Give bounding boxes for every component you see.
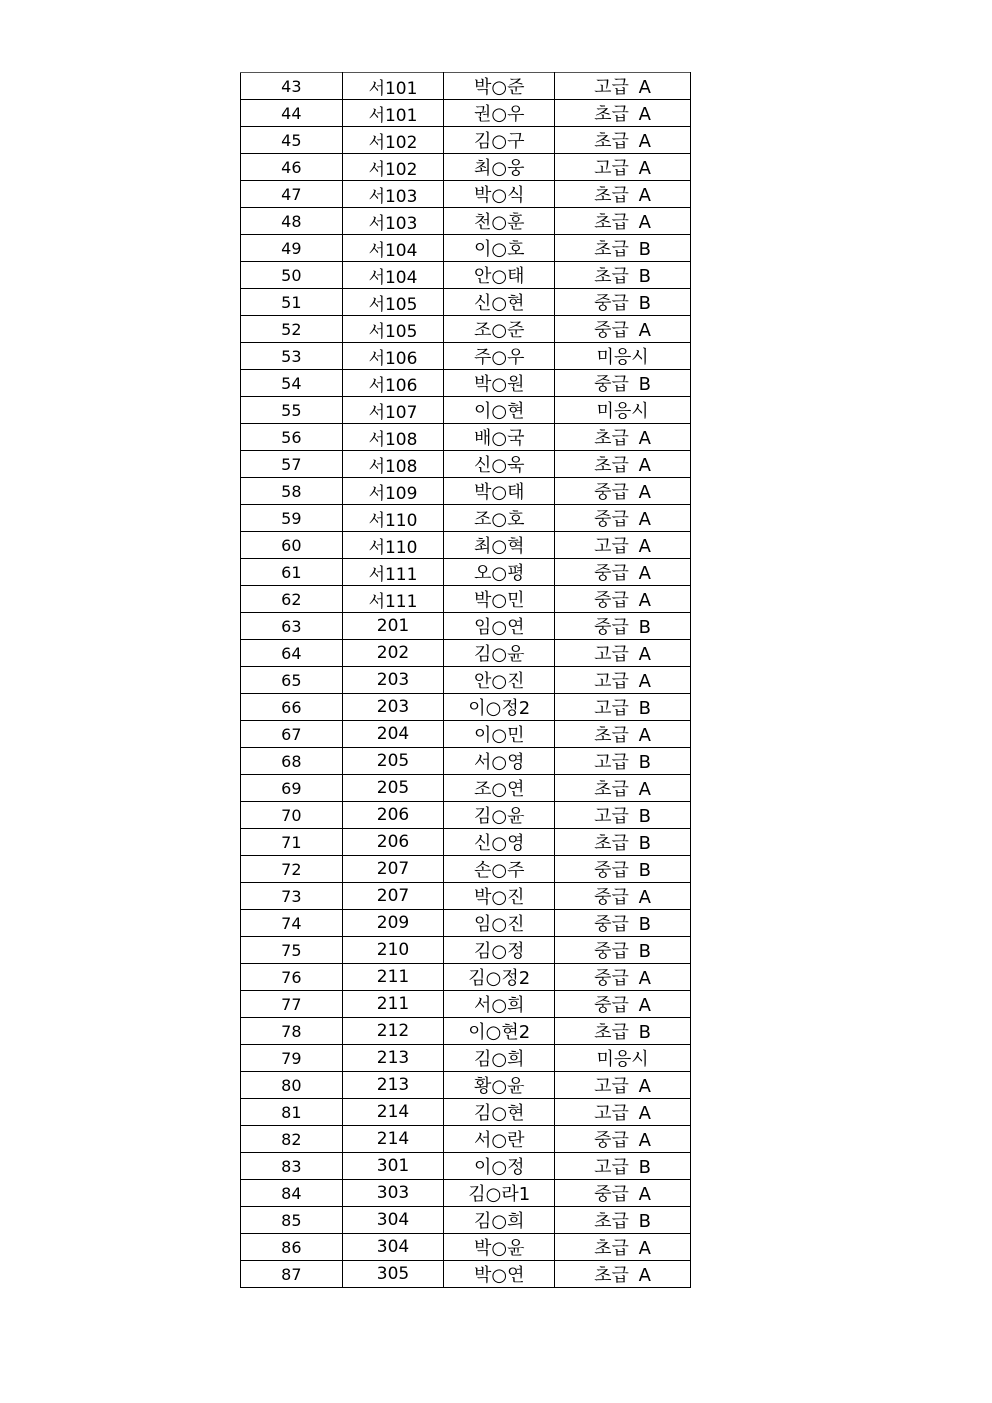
student-name-cell: 김○정 [444, 937, 555, 964]
student-name-cell: 박○준 [444, 73, 555, 100]
table-row [241, 802, 691, 829]
row-number-cell: 71 [241, 829, 343, 856]
student-name-cell: 박○진 [444, 883, 555, 910]
grade-level-cell: 중급 B [555, 937, 691, 964]
room-cell: 서103 [342, 208, 444, 235]
table-row [241, 586, 691, 613]
table-row [241, 694, 691, 721]
roster-sheet [240, 72, 691, 1288]
table-row [241, 1072, 691, 1099]
student-name-cell: 김○정2 [444, 964, 555, 991]
student-name-cell: 안○태 [444, 262, 555, 289]
table-row [241, 883, 691, 910]
student-name-cell: 김○희 [444, 1207, 555, 1234]
table-row [241, 154, 691, 181]
row-number-cell: 61 [241, 559, 343, 586]
student-name-cell: 임○연 [444, 613, 555, 640]
student-name-cell: 천○훈 [444, 208, 555, 235]
room-cell: 서110 [342, 505, 444, 532]
room-cell: 213 [342, 1045, 444, 1072]
row-number-cell: 43 [241, 73, 343, 100]
table-row [241, 1045, 691, 1072]
grade-level-cell: 고급 B [555, 802, 691, 829]
grade-level-cell: 초급 B [555, 829, 691, 856]
room-cell: 서101 [342, 100, 444, 127]
student-name-cell: 서○란 [444, 1126, 555, 1153]
room-cell: 207 [342, 883, 444, 910]
grade-level-cell: 중급 A [555, 1126, 691, 1153]
student-name-cell: 배○국 [444, 424, 555, 451]
room-cell: 서105 [342, 316, 444, 343]
table-row [241, 775, 691, 802]
row-number-cell: 58 [241, 478, 343, 505]
grade-level-cell: 중급 B [555, 289, 691, 316]
student-name-cell: 손○주 [444, 856, 555, 883]
roster-table [240, 72, 691, 1288]
row-number-cell: 47 [241, 181, 343, 208]
grade-level-cell: 초급 B [555, 1207, 691, 1234]
student-name-cell: 이○현 [444, 397, 555, 424]
student-name-cell: 박○윤 [444, 1234, 555, 1261]
grade-level-cell: 중급 A [555, 505, 691, 532]
room-cell: 205 [342, 748, 444, 775]
student-name-cell: 이○정2 [444, 694, 555, 721]
row-number-cell: 54 [241, 370, 343, 397]
table-row [241, 397, 691, 424]
room-cell: 201 [342, 613, 444, 640]
grade-level-cell: 초급 A [555, 181, 691, 208]
row-number-cell: 65 [241, 667, 343, 694]
row-number-cell: 76 [241, 964, 343, 991]
room-cell: 209 [342, 910, 444, 937]
table-row [241, 127, 691, 154]
student-name-cell: 권○우 [444, 100, 555, 127]
student-name-cell: 박○원 [444, 370, 555, 397]
room-cell: 214 [342, 1126, 444, 1153]
row-number-cell: 52 [241, 316, 343, 343]
table-row [241, 1234, 691, 1261]
table-row [241, 1180, 691, 1207]
room-cell: 303 [342, 1180, 444, 1207]
student-name-cell: 이○호 [444, 235, 555, 262]
room-cell: 204 [342, 721, 444, 748]
room-cell: 305 [342, 1261, 444, 1288]
row-number-cell: 83 [241, 1153, 343, 1180]
student-name-cell: 조○호 [444, 505, 555, 532]
student-name-cell: 김○라1 [444, 1180, 555, 1207]
student-name-cell: 김○윤 [444, 802, 555, 829]
roster-table-body [241, 73, 691, 1288]
row-number-cell: 69 [241, 775, 343, 802]
grade-level-cell: 중급 B [555, 613, 691, 640]
table-row [241, 640, 691, 667]
grade-level-cell: 초급 A [555, 775, 691, 802]
row-number-cell: 53 [241, 343, 343, 370]
grade-level-cell: 초급 A [555, 100, 691, 127]
row-number-cell: 73 [241, 883, 343, 910]
table-row [241, 748, 691, 775]
grade-level-cell: 초급 B [555, 262, 691, 289]
table-row [241, 370, 691, 397]
row-number-cell: 46 [241, 154, 343, 181]
row-number-cell: 70 [241, 802, 343, 829]
row-number-cell: 55 [241, 397, 343, 424]
room-cell: 서111 [342, 586, 444, 613]
row-number-cell: 87 [241, 1261, 343, 1288]
room-cell: 212 [342, 1018, 444, 1045]
row-number-cell: 80 [241, 1072, 343, 1099]
grade-level-cell: 초급 B [555, 235, 691, 262]
grade-level-cell: 고급 A [555, 667, 691, 694]
grade-level-cell: 중급 A [555, 559, 691, 586]
row-number-cell: 44 [241, 100, 343, 127]
table-row [241, 829, 691, 856]
grade-level-cell: 중급 A [555, 316, 691, 343]
room-cell: 서111 [342, 559, 444, 586]
row-number-cell: 77 [241, 991, 343, 1018]
student-name-cell: 신○영 [444, 829, 555, 856]
row-number-cell: 72 [241, 856, 343, 883]
room-cell: 206 [342, 829, 444, 856]
student-name-cell: 김○구 [444, 127, 555, 154]
room-cell: 서102 [342, 127, 444, 154]
row-number-cell: 74 [241, 910, 343, 937]
grade-level-cell: 중급 A [555, 991, 691, 1018]
grade-level-cell: 중급 A [555, 1180, 691, 1207]
student-name-cell: 신○현 [444, 289, 555, 316]
grade-level-cell: 중급 B [555, 370, 691, 397]
grade-level-cell: 중급 A [555, 478, 691, 505]
room-cell: 210 [342, 937, 444, 964]
table-row [241, 532, 691, 559]
student-name-cell: 황○윤 [444, 1072, 555, 1099]
row-number-cell: 68 [241, 748, 343, 775]
student-name-cell: 이○민 [444, 721, 555, 748]
room-cell: 서103 [342, 181, 444, 208]
grade-level-cell: 고급 A [555, 154, 691, 181]
student-name-cell: 서○영 [444, 748, 555, 775]
table-row [241, 1261, 691, 1288]
student-name-cell: 박○태 [444, 478, 555, 505]
table-row [241, 73, 691, 100]
grade-level-cell: 중급 A [555, 586, 691, 613]
room-cell: 304 [342, 1207, 444, 1234]
table-row [241, 991, 691, 1018]
room-cell: 서105 [342, 289, 444, 316]
row-number-cell: 85 [241, 1207, 343, 1234]
student-name-cell: 조○준 [444, 316, 555, 343]
row-number-cell: 51 [241, 289, 343, 316]
table-row [241, 289, 691, 316]
room-cell: 206 [342, 802, 444, 829]
grade-level-cell: 초급 A [555, 1261, 691, 1288]
table-row [241, 262, 691, 289]
row-number-cell: 45 [241, 127, 343, 154]
table-row [241, 181, 691, 208]
grade-level-cell: 미응시 [555, 397, 691, 424]
student-name-cell: 최○웅 [444, 154, 555, 181]
room-cell: 서107 [342, 397, 444, 424]
room-cell: 304 [342, 1234, 444, 1261]
row-number-cell: 86 [241, 1234, 343, 1261]
row-number-cell: 84 [241, 1180, 343, 1207]
grade-level-cell: 고급 B [555, 1153, 691, 1180]
table-row [241, 937, 691, 964]
student-name-cell: 조○연 [444, 775, 555, 802]
table-row [241, 451, 691, 478]
student-name-cell: 이○현2 [444, 1018, 555, 1045]
room-cell: 서104 [342, 262, 444, 289]
row-number-cell: 49 [241, 235, 343, 262]
grade-level-cell: 초급 A [555, 424, 691, 451]
row-number-cell: 75 [241, 937, 343, 964]
row-number-cell: 64 [241, 640, 343, 667]
grade-level-cell: 고급 A [555, 1099, 691, 1126]
student-name-cell: 김○윤 [444, 640, 555, 667]
table-row [241, 235, 691, 262]
room-cell: 서106 [342, 343, 444, 370]
grade-level-cell: 초급 B [555, 1018, 691, 1045]
table-row [241, 424, 691, 451]
student-name-cell: 이○정 [444, 1153, 555, 1180]
grade-level-cell: 초급 A [555, 451, 691, 478]
row-number-cell: 79 [241, 1045, 343, 1072]
student-name-cell: 오○평 [444, 559, 555, 586]
table-row [241, 1018, 691, 1045]
grade-level-cell: 중급 A [555, 964, 691, 991]
grade-level-cell: 고급 B [555, 694, 691, 721]
row-number-cell: 60 [241, 532, 343, 559]
row-number-cell: 81 [241, 1099, 343, 1126]
table-row [241, 667, 691, 694]
room-cell: 서102 [342, 154, 444, 181]
room-cell: 214 [342, 1099, 444, 1126]
student-name-cell: 주○우 [444, 343, 555, 370]
row-number-cell: 66 [241, 694, 343, 721]
grade-level-cell: 초급 A [555, 1234, 691, 1261]
table-row [241, 721, 691, 748]
row-number-cell: 56 [241, 424, 343, 451]
row-number-cell: 59 [241, 505, 343, 532]
table-row [241, 478, 691, 505]
row-number-cell: 82 [241, 1126, 343, 1153]
student-name-cell: 안○진 [444, 667, 555, 694]
room-cell: 211 [342, 991, 444, 1018]
room-cell: 202 [342, 640, 444, 667]
grade-level-cell: 초급 A [555, 127, 691, 154]
room-cell: 205 [342, 775, 444, 802]
room-cell: 203 [342, 667, 444, 694]
room-cell: 서110 [342, 532, 444, 559]
table-row [241, 964, 691, 991]
room-cell: 서104 [342, 235, 444, 262]
room-cell: 서108 [342, 424, 444, 451]
table-row [241, 1099, 691, 1126]
student-name-cell: 신○욱 [444, 451, 555, 478]
table-row [241, 1126, 691, 1153]
grade-level-cell: 고급 A [555, 73, 691, 100]
grade-level-cell: 초급 A [555, 721, 691, 748]
room-cell: 207 [342, 856, 444, 883]
table-row [241, 910, 691, 937]
grade-level-cell: 중급 A [555, 883, 691, 910]
student-name-cell: 박○식 [444, 181, 555, 208]
grade-level-cell: 고급 A [555, 532, 691, 559]
table-row [241, 316, 691, 343]
room-cell: 서101 [342, 73, 444, 100]
student-name-cell: 최○혁 [444, 532, 555, 559]
room-cell: 서109 [342, 478, 444, 505]
row-number-cell: 62 [241, 586, 343, 613]
grade-level-cell: 중급 B [555, 910, 691, 937]
student-name-cell: 박○연 [444, 1261, 555, 1288]
grade-level-cell: 고급 B [555, 748, 691, 775]
grade-level-cell: 미응시 [555, 343, 691, 370]
table-row [241, 100, 691, 127]
table-row [241, 1153, 691, 1180]
row-number-cell: 67 [241, 721, 343, 748]
table-row [241, 208, 691, 235]
grade-level-cell: 고급 A [555, 640, 691, 667]
table-row [241, 1207, 691, 1234]
grade-level-cell: 중급 B [555, 856, 691, 883]
room-cell: 211 [342, 964, 444, 991]
room-cell: 서108 [342, 451, 444, 478]
room-cell: 서106 [342, 370, 444, 397]
student-name-cell: 김○희 [444, 1045, 555, 1072]
table-row [241, 505, 691, 532]
row-number-cell: 48 [241, 208, 343, 235]
grade-level-cell: 미응시 [555, 1045, 691, 1072]
table-row [241, 613, 691, 640]
row-number-cell: 57 [241, 451, 343, 478]
grade-level-cell: 초급 A [555, 208, 691, 235]
room-cell: 203 [342, 694, 444, 721]
student-name-cell: 서○희 [444, 991, 555, 1018]
room-cell: 213 [342, 1072, 444, 1099]
table-row [241, 559, 691, 586]
student-name-cell: 임○진 [444, 910, 555, 937]
grade-level-cell: 고급 A [555, 1072, 691, 1099]
row-number-cell: 50 [241, 262, 343, 289]
student-name-cell: 박○민 [444, 586, 555, 613]
table-row [241, 343, 691, 370]
student-name-cell: 김○현 [444, 1099, 555, 1126]
row-number-cell: 78 [241, 1018, 343, 1045]
row-number-cell: 63 [241, 613, 343, 640]
table-row [241, 856, 691, 883]
room-cell: 301 [342, 1153, 444, 1180]
